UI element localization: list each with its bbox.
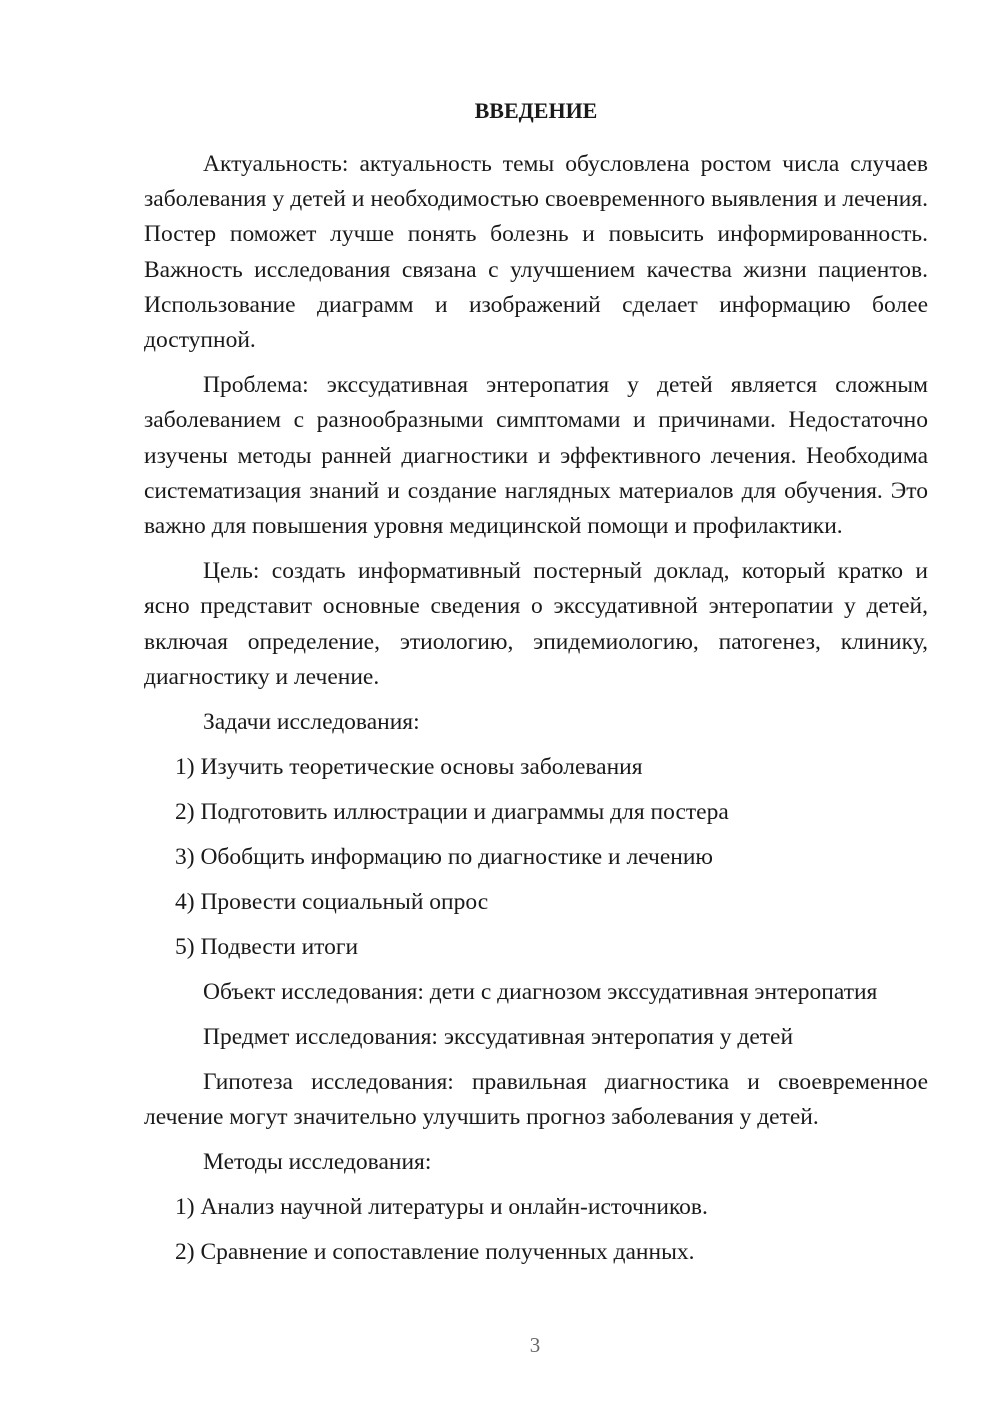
- task-item: 3) Обобщить информацию по диагностике и лечению: [175, 844, 713, 871]
- task-item: 2) Подготовить иллюстрации и диаграммы для постера: [175, 799, 729, 826]
- task-item: 5) Подвести итоги: [175, 934, 359, 961]
- page-number: 3: [529, 1333, 541, 1357]
- methods-heading: Методы исследования:: [203, 1149, 432, 1176]
- research-subject: Предмет исследования: экссудативная энтеропатия у детей: [203, 1024, 794, 1051]
- relevance-paragraph: Актуальность: актуальность темы обусловлена ростом числа случаев заболевания у детей и необходимостью своевременного выявления и лечения. Постер поможет лучше понять болезнь и повысить информированность. Важность исследования связана с улучшением качества жизни пациентов. Использование диаграмм и изображений сделает информацию более доступной.: [144, 151, 928, 354]
- tasks-heading: Задачи исследования:: [203, 709, 420, 736]
- method-item: 2) Сравнение и сопоставление полученных данных.: [175, 1239, 695, 1266]
- method-item: 1) Анализ научной литературы и онлайн-источников.: [175, 1194, 708, 1221]
- page-title: ВВЕДЕНИЕ: [474, 98, 598, 123]
- goal-paragraph: Цель: создать информативный постерный доклад, который кратко и ясно представит основные сведения о экссудативной энтеропатии у детей, включая определение, этиологию, эпидемиологию, патогенез, клинику, диагностику и лечение.: [144, 558, 928, 690]
- problem-paragraph: Проблема: экссудативная энтеропатия у детей является сложным заболеванием с разнообразными симптомами и причинами. Недостаточно изучены методы ранней диагностики и эффективного лечения. Необходима систематизация знаний и создание наглядных материалов для обучения. Это важно для повышения уровня медицинской помощи и профилактики.: [144, 372, 928, 540]
- page-content: [144, 96, 928, 1280]
- task-item: 4) Провести социальный опрос: [175, 889, 489, 916]
- research-object: Объект исследования: дети с диагнозом экссудативная энтеропатия: [203, 979, 878, 1006]
- hypothesis-paragraph: Гипотеза исследования: правильная диагностика и своевременное лечение могут значительно улучшить прогноз заболевания у детей.: [144, 1069, 928, 1131]
- task-item: 1) Изучить теоретические основы заболевания: [175, 754, 643, 781]
